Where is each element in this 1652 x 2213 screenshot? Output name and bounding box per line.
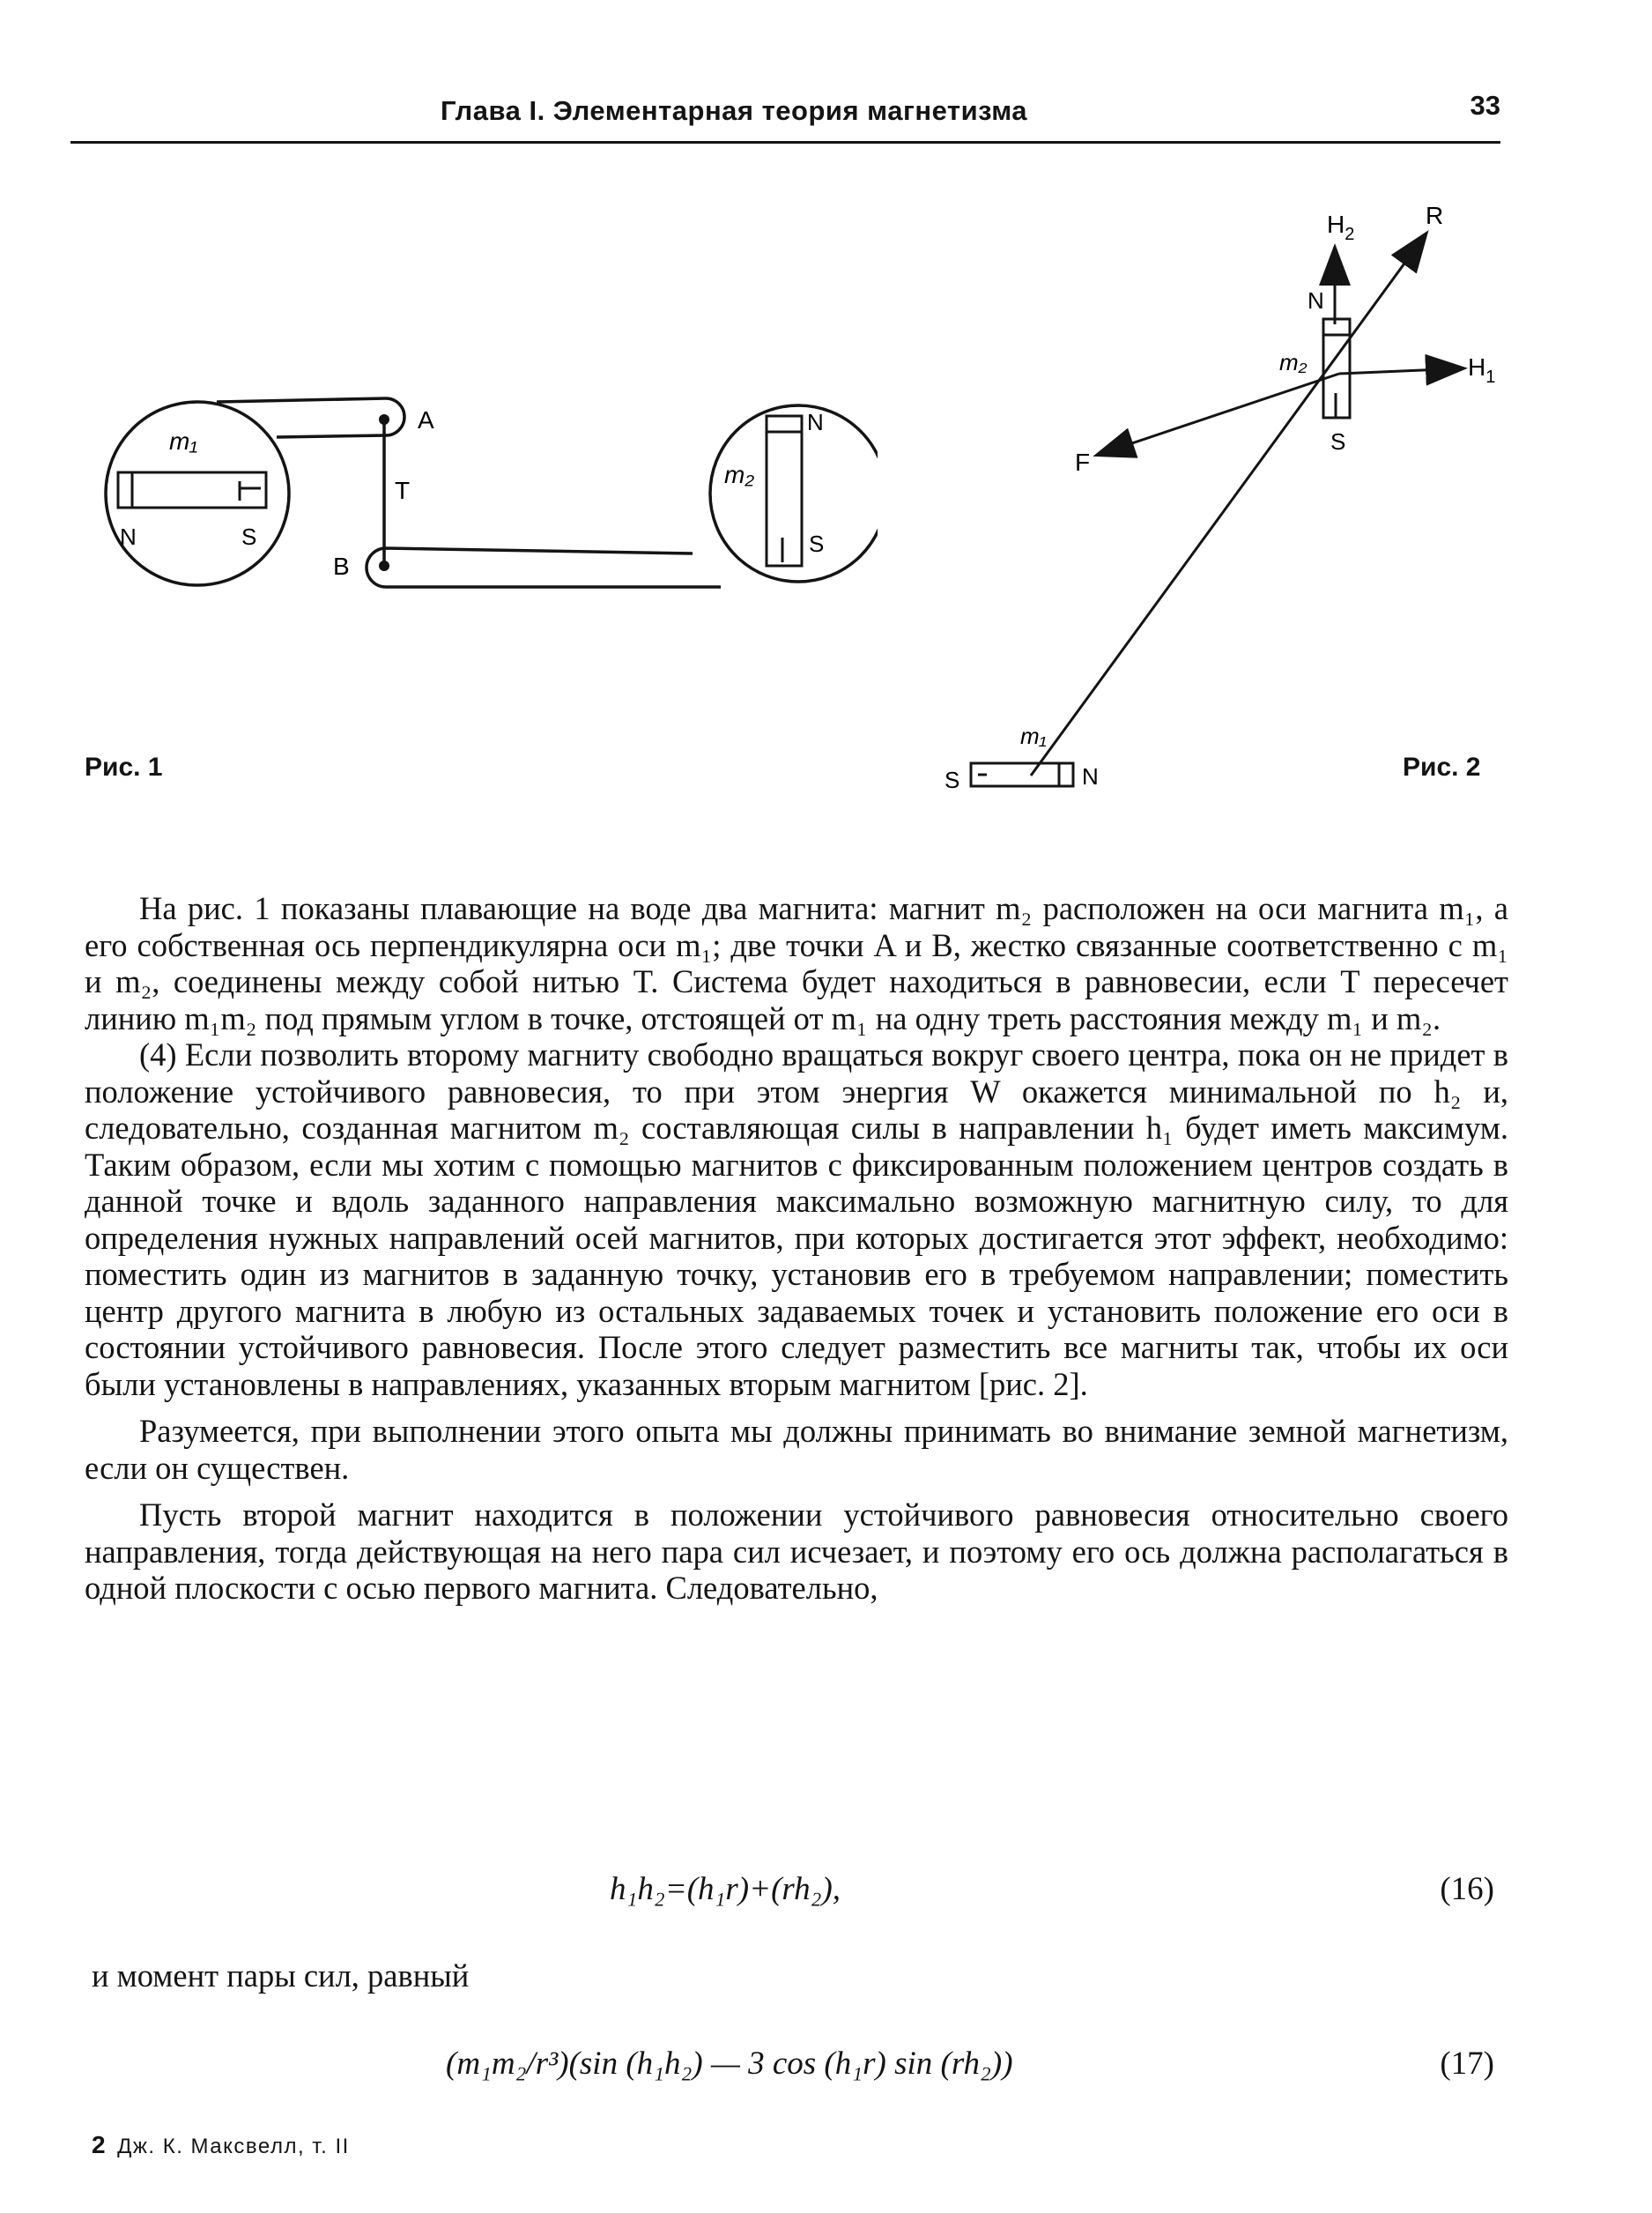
thread-loop-b bbox=[367, 548, 721, 587]
label-s-top: S bbox=[1330, 428, 1346, 455]
signature-text: Дж. К. Максвелл, т. II bbox=[117, 2135, 350, 2158]
equation-17-number: (17) bbox=[1440, 2046, 1494, 2082]
label-f: F bbox=[1075, 449, 1091, 476]
arrow-f bbox=[1098, 374, 1339, 455]
label-n-right: N bbox=[807, 409, 824, 435]
label-r: R bbox=[1426, 202, 1444, 229]
signature-number: 2 bbox=[92, 2131, 107, 2158]
label-h2: $H_2$ bbox=[1327, 211, 1355, 244]
figure-2-caption: Рис. 2 bbox=[1403, 753, 1481, 782]
label-b: B bbox=[333, 553, 350, 580]
label-m2: m₂ bbox=[724, 461, 755, 488]
label-a: A bbox=[418, 406, 434, 434]
figure-1 bbox=[85, 379, 878, 626]
paragraph-4: Пусть второй магнит находится в положении устойчивого равновесия относительно своего направления, тогда действующая на него пара сил исчезает, и поэтому его ось должна располагаться в одной плоскости с осью первого магнита. Следовательно, bbox=[85, 1496, 1508, 1606]
label-n-bottom: N bbox=[1082, 763, 1099, 790]
point-b bbox=[379, 561, 389, 571]
label-h1: $H_1$ bbox=[1468, 353, 1496, 387]
figure-2 bbox=[916, 194, 1533, 811]
label-s-bottom: S bbox=[945, 767, 960, 793]
equation-16-number: (16) bbox=[1440, 1871, 1494, 1907]
page-number: 33 bbox=[1470, 90, 1500, 121]
running-header bbox=[70, 90, 1500, 139]
label-s-right: S bbox=[809, 531, 825, 557]
line-r bbox=[1031, 234, 1426, 776]
label-n-top: N bbox=[1308, 287, 1324, 314]
label-m1: m₁ bbox=[169, 427, 198, 455]
figure-2-drawing bbox=[916, 194, 1533, 811]
paragraph-1: На рис. 1 показаны плавающие на воде два магнита: магнит m₂ расположен на оси магнита m₁, а его собственная ось перпендикулярна оси m₁; две точки A и B, жестко связанные соответственно с m₁ и m₂, соединены между собой нитью T. Система будет находиться в равновесии, если T пересечет линию m₁m₂ под прямым углом в точке, отстоящей от m₁ на одну треть расстояния между m₁ и m₂. bbox=[85, 890, 1508, 1036]
header-rule bbox=[70, 141, 1500, 144]
body-text bbox=[85, 890, 1508, 1607]
label-s-left: S bbox=[241, 524, 257, 550]
label-m2: m₂ bbox=[1279, 349, 1308, 375]
between-text: и момент пары сил, равный bbox=[92, 1957, 470, 1994]
arrow-h1 bbox=[1339, 368, 1463, 374]
footer-signature bbox=[92, 2131, 350, 2159]
chapter-title: Глава I. Элементарная теория магнетизма bbox=[441, 95, 1028, 126]
thread-loop-a bbox=[217, 398, 404, 437]
equation-17-expr: (m₁m₂/r³)(sin (h₁h₂) — 3 cos (h₁r) sin (rh₂)) bbox=[446, 2046, 1013, 2082]
point-a bbox=[379, 414, 389, 425]
magnet-m1 bbox=[118, 472, 266, 508]
label-m1: m₁ bbox=[1020, 723, 1047, 749]
label-t: T bbox=[395, 477, 411, 504]
figure-1-caption: Рис. 1 bbox=[85, 753, 163, 782]
paragraph-3: Разумеется, при выполнении этого опыта мы должны принимать во внимание земной магнетизм, если он существен. bbox=[85, 1413, 1508, 1486]
figure-1-drawing bbox=[85, 379, 878, 626]
magnet-m2 bbox=[767, 416, 802, 566]
label-n-left: N bbox=[120, 524, 137, 550]
paragraph-2: (4) Если позволить второму магниту свободно вращаться вокруг своего центра, пока он не придет в положение устойчивого равновесия, то при этом энергия W окажется минимальной по h₂ и, следовательно, созданная магнитом m₂ составляющая силы в направлении h₁ будет иметь максимум. Таким образом, если мы хотим с помощью магнитов с фиксированным положением центров создать в данной точке и вдоль заданного направления максимально возможную магнитную силу, то для определения нужных направлений осей магнитов, при которых достигается этот эффект, необходимо: поместить один из магнитов в заданную точку, установив его в требуемом направлении; поместить центр другого магнита в любую из остальных задаваемых точек и установить положение его оси в состоянии устойчивого равновесия. После этого следует разместить все магниты так, чтобы их оси были установлены в направлениях, указанных вторым магнитом [рис. 2]. bbox=[85, 1036, 1508, 1402]
equation-16-expr: h₁h₂=(h₁r)+(rh₂), bbox=[610, 1871, 841, 1907]
